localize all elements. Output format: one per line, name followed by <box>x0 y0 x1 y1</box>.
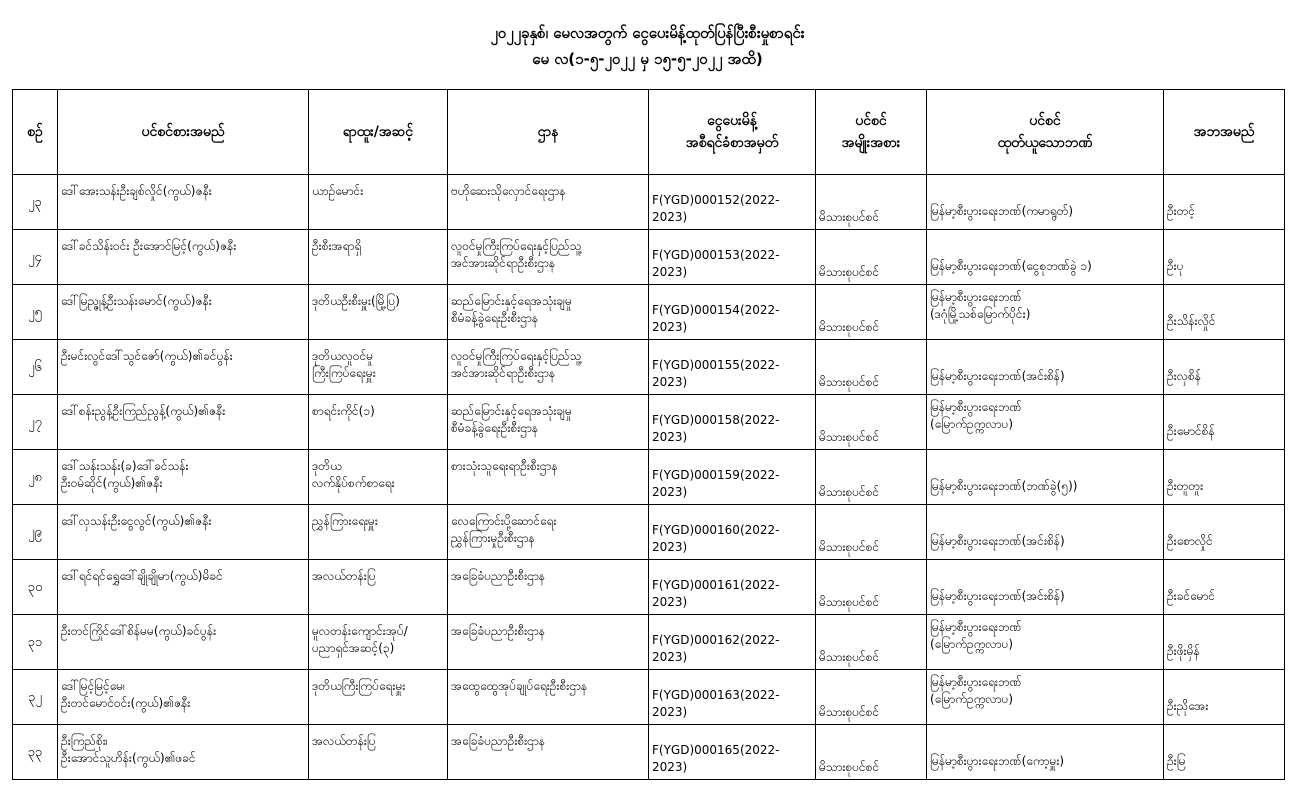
cell-owner <box>1164 560 1285 615</box>
cell-name <box>58 175 309 230</box>
cell-text-name2: ဦးဝမ်ဆိုင်(ကွယ်)၏ဇနီး <box>61 476 163 490</box>
cell-text-owner: ဦးတူတူး <box>1167 479 1204 493</box>
cell-name <box>58 560 309 615</box>
cell-bank <box>927 230 1164 285</box>
cell-type <box>816 725 927 780</box>
cell-owner <box>1164 505 1285 560</box>
table-row <box>13 450 1285 505</box>
cell-bank <box>927 175 1164 230</box>
cell-text-post2: လက်နိုပ်စက်စာရေး <box>312 476 395 490</box>
cell-bank <box>927 505 1164 560</box>
cell-text-dept1: လူဝင်မှုကြီးကြပ်ရေးနှင့်ပြည်သူ့ <box>451 239 582 253</box>
cell-dept <box>448 670 649 725</box>
cell-owner <box>1164 615 1285 670</box>
cell-text-name1: ဒေါ်အေးသန်းဦးချစ်လှိုင်(ကွယ်)ဇနီး <box>61 184 212 198</box>
cell-owner <box>1164 725 1285 780</box>
cell-text-name1: ဦးတင်ကြိုင်ဒေါ်စိန်မမ(ကွယ်)ခင်ပွန်း <box>61 624 217 638</box>
cell-bank <box>927 670 1164 725</box>
cell-text-type: မိသားစုပင်စင် <box>819 375 880 389</box>
cell-type <box>816 175 927 230</box>
header-post: ရာထူး/အဆင့် <box>309 90 448 175</box>
table-header-row <box>13 90 1285 175</box>
table-row <box>13 560 1285 615</box>
cell-type <box>816 615 927 670</box>
cell-text-type: မိသားစုပင်စင် <box>819 430 880 444</box>
cell-text-place1: မြန်မာ့စီးပွားရေးဘဏ် <box>930 290 1022 304</box>
table-row <box>13 615 1285 670</box>
cell-text-name1: ဒေါ်ခင်သိန်းဝင်း ဦးအောင်မြင့်(ကွယ်)ဇနီး <box>61 239 237 253</box>
cell-text-order: F(YGD)000162(2022-2023) <box>652 633 780 664</box>
cell-order <box>649 615 816 670</box>
cell-owner <box>1164 670 1285 725</box>
cell-type <box>816 285 927 340</box>
header-owner: အဘအမည် <box>1164 90 1285 175</box>
cell-text-no: ၂၃ <box>28 194 42 210</box>
table-row <box>13 670 1285 725</box>
table-row <box>13 340 1285 395</box>
cell-order <box>649 285 816 340</box>
cell-post <box>309 670 448 725</box>
cell-name <box>58 670 309 725</box>
cell-text-no: ၃၃ <box>27 744 43 760</box>
table-row <box>13 395 1285 450</box>
cell-type <box>816 560 927 615</box>
pension-table <box>12 89 1285 780</box>
cell-no <box>13 505 58 560</box>
cell-text-dept2: ညွှန်ကြားမှုဦးစီးဌာန <box>451 531 535 545</box>
cell-dept <box>448 560 649 615</box>
cell-no <box>13 560 58 615</box>
cell-text-order: F(YGD)000158(2022-2023) <box>652 413 780 444</box>
document-title: ၂၀၂၂ခုနှစ်၊ မေလအတွက် ငွေပေးမိန့်ထုတ်ပြန်ပြီးစီးမှုစာရင်း <box>490 24 805 42</box>
cell-text-dept1: ဆည်မြောင်းနှင့်ရေအသုံးချမှု <box>451 404 572 418</box>
cell-post <box>309 230 448 285</box>
cell-text-order: F(YGD)000154(2022-2023) <box>652 303 780 334</box>
cell-text-type: မိသားစုပင်စင် <box>819 320 880 334</box>
cell-text-name2: ဦးအောင်သူဟိန်း(ကွယ်)၏ဖခင် <box>61 751 196 765</box>
cell-text-type: မိသားစုပင်စင် <box>819 540 880 554</box>
cell-text-post1: စာရင်းကိုင်(၁) <box>312 404 375 418</box>
cell-text-order: F(YGD)000159(2022-2023) <box>652 468 780 499</box>
document-subtitle: မေ လ(၁-၅-၂၀၂၂ မှ ၁၅-၅-၂၀၂၂ အထိ) <box>532 50 763 68</box>
cell-text-dept1: ဆည်မြောင်းနှင့်ရေအသုံးချမှု <box>451 294 572 308</box>
cell-text-post1: ဒုတိယကြီးကြပ်ရေးမှူး <box>312 679 406 693</box>
cell-text-owner: ဦးပု <box>1167 259 1184 273</box>
cell-owner <box>1164 285 1285 340</box>
cell-bank <box>927 560 1164 615</box>
cell-text-owner: ဦးမောင်စိန် <box>1167 424 1215 438</box>
cell-text-name1: ဒေါ်စန်းညွန့်ဦးကြည်ညွန့်(ကွယ်)၏ဇနီး <box>61 404 226 418</box>
cell-text-owner: ဦးညိုအေး <box>1167 699 1209 713</box>
cell-no <box>13 615 58 670</box>
cell-text-no: ၂၅ <box>28 304 42 320</box>
header-name: ပင်စင်စားအမည် <box>58 90 309 175</box>
header-dept: ဌာန <box>448 90 649 175</box>
cell-type <box>816 450 927 505</box>
cell-dept <box>448 725 649 780</box>
cell-text-owner: ဦးသိန်းလှိုင် <box>1167 314 1216 328</box>
cell-text-dept1: ဗဟိုဆေးသိုလှောင်ရေးဌာန <box>451 184 566 198</box>
cell-owner <box>1164 450 1285 505</box>
cell-text-dept1: အခြေခံပညာဦးစီးဌာန <box>451 734 545 748</box>
table-row <box>13 285 1285 340</box>
cell-text-dept1: အထွေထွေအုပ်ချုပ်ရေးဦးစီးဌာန <box>451 679 588 693</box>
cell-text-place1: မြန်မာ့စီးပွားရေးဘဏ် <box>930 400 1022 414</box>
cell-text-name2: ဦးတင်မောင်ဝင်း(ကွယ်)၏ဇနီး <box>61 696 191 710</box>
cell-post <box>309 615 448 670</box>
cell-text-place2: (ဒဂုံမြို့သစ်မြောက်ပိုင်း) <box>930 307 1031 321</box>
cell-text-type: မိသားစုပင်စင် <box>819 210 880 224</box>
cell-dept <box>448 505 649 560</box>
cell-order <box>649 505 816 560</box>
cell-text-name1: ဒေါ်လှသန်းဦးငွေလွင်(ကွယ်)၏ဇနီး <box>61 514 212 528</box>
cell-text-place1: မြန်မာ့စီးပွားရေးဘဏ်(ကမာရွတ်) <box>930 204 1074 218</box>
cell-name <box>58 395 309 450</box>
cell-bank <box>927 340 1164 395</box>
cell-text-dept1: အခြေခံပညာဦးစီးဌာန <box>451 569 545 583</box>
cell-order <box>649 230 816 285</box>
cell-post <box>309 175 448 230</box>
cell-text-dept2: အင်အားဆိုင်ရာဦးစီးဌာန <box>451 256 556 270</box>
cell-post <box>309 285 448 340</box>
cell-text-post1: ဒုတိယလူဝင်မှု <box>312 349 374 363</box>
cell-order <box>649 670 816 725</box>
cell-text-name1: ဒေါ်မြည္ဇုန့်ဦးသန်းမောင်(ကွယ်)ဇနီး <box>61 294 212 308</box>
cell-type <box>816 230 927 285</box>
cell-name <box>58 340 309 395</box>
cell-order <box>649 560 816 615</box>
table-row <box>13 725 1285 780</box>
cell-name <box>58 450 309 505</box>
cell-name <box>58 505 309 560</box>
header-type: ပင်စင် အမျိုးအစား <box>816 90 927 175</box>
cell-text-order: F(YGD)000161(2022-2023) <box>652 578 780 609</box>
cell-text-post1: ညွှန်ကြားရေးမှူး <box>312 514 378 528</box>
cell-text-post1: အလယ်တန်းပြ <box>312 569 376 583</box>
cell-text-no: ၂၉ <box>28 524 42 540</box>
cell-text-post2: ပညာရှင်အဆင့်(၃) <box>312 641 395 655</box>
cell-text-no: ၂၆ <box>28 359 42 375</box>
table-row <box>13 505 1285 560</box>
cell-text-post1: ဒုတိယဦးစီးမှူး(မြို့ပြ) <box>312 294 400 308</box>
cell-no <box>13 395 58 450</box>
cell-text-type: မိသားစုပင်စင် <box>819 650 880 664</box>
cell-text-place1: မြန်မာ့စီးပွားရေးဘဏ်(ကော့မှူး) <box>930 754 1065 768</box>
cell-text-place1: မြန်မာ့စီးပွားရေးဘဏ်(အင်းစိန်) <box>930 369 1065 383</box>
cell-text-dept2: စီမံခန့်ခွဲရေးဦးစီးဌာန <box>451 421 539 435</box>
cell-owner <box>1164 340 1285 395</box>
cell-type <box>816 340 927 395</box>
cell-order <box>649 340 816 395</box>
cell-text-owner: ဦးလှစိန် <box>1167 369 1201 383</box>
cell-text-post1: ဦးစီးအရာရှိ <box>312 239 362 253</box>
cell-text-place2: (မြောက်ဥက္ကလာပ) <box>930 692 1014 706</box>
cell-text-name1: ဒေါ်မြင့်မြင့်မေ၊ <box>61 679 126 693</box>
cell-dept <box>448 615 649 670</box>
cell-post <box>309 560 448 615</box>
cell-name <box>58 725 309 780</box>
cell-text-dept1: အခြေခံပညာဦးစီးဌာန <box>451 624 545 638</box>
cell-text-no: ၂၇ <box>28 414 42 430</box>
table-row <box>13 175 1285 230</box>
cell-text-place2: (မြောက်ဥက္ကလာပ) <box>930 637 1014 651</box>
header-order: ငွေပေးမိန့် အစီရင်ခံစာအမှတ် <box>649 90 816 175</box>
cell-text-owner: ဦးမြ <box>1167 754 1186 768</box>
cell-text-no: ၂၄ <box>28 249 42 265</box>
cell-post <box>309 450 448 505</box>
cell-text-owner: ဦးဖိုးမှိန် <box>1167 644 1200 658</box>
cell-dept <box>448 340 649 395</box>
cell-dept <box>448 175 649 230</box>
cell-type <box>816 395 927 450</box>
cell-text-name1: ဒေါ်သန်းသန်း(ခ)ဒေါ်ခင်သန်း <box>61 459 189 473</box>
cell-text-place1: မြန်မာ့စီးပွားရေးဘဏ် <box>930 675 1022 689</box>
cell-text-owner: ဦးခင်မောင် <box>1167 589 1216 603</box>
cell-text-place1: မြန်မာ့စီးပွားရေးဘဏ်(အင်းစိန်) <box>930 589 1065 603</box>
cell-bank <box>927 285 1164 340</box>
cell-text-no: ၃၀ <box>27 579 43 595</box>
cell-text-type: မိသားစုပင်စင် <box>819 705 880 719</box>
cell-owner <box>1164 230 1285 285</box>
cell-post <box>309 505 448 560</box>
cell-post <box>309 725 448 780</box>
cell-order <box>649 725 816 780</box>
cell-no <box>13 725 58 780</box>
cell-text-no: ၂၈ <box>28 469 42 485</box>
cell-bank <box>927 615 1164 670</box>
cell-post <box>309 340 448 395</box>
cell-text-owner: ဦးစောလှိုင် <box>1167 534 1213 548</box>
cell-text-type: မိသားစုပင်စင် <box>819 595 880 609</box>
cell-text-post1: မူလတန်းကျောင်းအုပ်/ <box>312 624 408 638</box>
cell-text-name1: ဦးမင်းလွင်ဒေါ်သွင်ဇော်(ကွယ်)၏ခင်ပွန်း <box>61 349 233 363</box>
cell-bank <box>927 725 1164 780</box>
cell-text-owner: ဦးတင့် <box>1167 204 1196 218</box>
cell-text-post2: ကြီးကြပ်ရေးမှူး <box>312 366 376 380</box>
cell-order <box>649 450 816 505</box>
cell-text-place1: မြန်မာ့စီးပွားရေးဘဏ်(ငွေစုဘဏ်ခွဲ ၁) <box>930 259 1092 273</box>
cell-text-post1: ဒုတိယ <box>312 459 342 473</box>
cell-dept <box>448 285 649 340</box>
cell-name <box>58 285 309 340</box>
cell-no <box>13 175 58 230</box>
cell-text-place2: (မြောက်ဥက္ကလာပ) <box>930 417 1014 431</box>
cell-text-type: မိသားစုပင်စင် <box>819 760 880 774</box>
cell-no <box>13 670 58 725</box>
cell-order <box>649 395 816 450</box>
cell-no <box>13 230 58 285</box>
cell-order <box>649 175 816 230</box>
cell-dept <box>448 230 649 285</box>
cell-text-post1: ယာဉ်မောင်း <box>312 184 364 198</box>
document-header <box>0 20 1295 72</box>
cell-text-order: F(YGD)000152(2022-2023) <box>652 193 780 224</box>
cell-post <box>309 395 448 450</box>
cell-text-dept2: အင်အားဆိုင်ရာဦးစီးဌာန <box>451 366 556 380</box>
cell-text-order: F(YGD)000160(2022-2023) <box>652 523 780 554</box>
table-row <box>13 230 1285 285</box>
cell-dept <box>448 395 649 450</box>
cell-no <box>13 340 58 395</box>
cell-dept <box>448 450 649 505</box>
cell-text-no: ၃၁ <box>27 634 43 650</box>
cell-text-place1: မြန်မာ့စီးပွားရေးဘဏ်(ဘဏ်ခွဲ(၅)) <box>930 479 1078 493</box>
cell-name <box>58 230 309 285</box>
cell-text-name1: ဦးကြည်စိုး၊ <box>61 734 108 748</box>
cell-text-place1: မြန်မာ့စီးပွားရေးဘဏ်(အင်းစိန်) <box>930 534 1065 548</box>
cell-bank <box>927 395 1164 450</box>
cell-type <box>816 505 927 560</box>
cell-text-type: မိသားစုပင်စင် <box>819 485 880 499</box>
cell-text-name1: ဒေါ်ရင်ရင်ရွှေဒေါ်ချိုချိုမာ(ကွယ်)မိခင် <box>61 569 223 583</box>
header-bank: ပင်စင် ထုတ်ယူသောဘဏ် <box>927 90 1164 175</box>
cell-text-dept1: လေကြောင်းပို့ဆောင်ရေး <box>451 514 557 528</box>
cell-text-type: မိသားစုပင်စင် <box>819 265 880 279</box>
cell-text-order: F(YGD)000155(2022-2023) <box>652 358 780 389</box>
cell-no <box>13 285 58 340</box>
cell-bank <box>927 450 1164 505</box>
cell-owner <box>1164 395 1285 450</box>
cell-text-no: ၃၂ <box>28 689 42 705</box>
cell-text-order: F(YGD)000165(2022-2023) <box>652 743 780 774</box>
cell-text-place1: မြန်မာ့စီးပွားရေးဘဏ် <box>930 620 1022 634</box>
cell-text-order: F(YGD)000153(2022-2023) <box>652 248 780 279</box>
cell-type <box>816 670 927 725</box>
cell-text-dept2: စီမံခန့်ခွဲရေးဦးစီးဌာန <box>451 311 539 325</box>
cell-text-dept1: လူဝင်မှုကြီးကြပ်ရေးနှင့်ပြည်သူ့ <box>451 349 582 363</box>
cell-text-post1: အလယ်တန်းပြ <box>312 734 376 748</box>
cell-no <box>13 450 58 505</box>
cell-text-dept1: စားသုံးသူရေးရာဦးစီးဌာန <box>451 459 558 473</box>
header-no: စဉ် <box>13 90 58 175</box>
cell-text-order: F(YGD)000163(2022-2023) <box>652 688 780 719</box>
cell-owner <box>1164 175 1285 230</box>
cell-name <box>58 615 309 670</box>
